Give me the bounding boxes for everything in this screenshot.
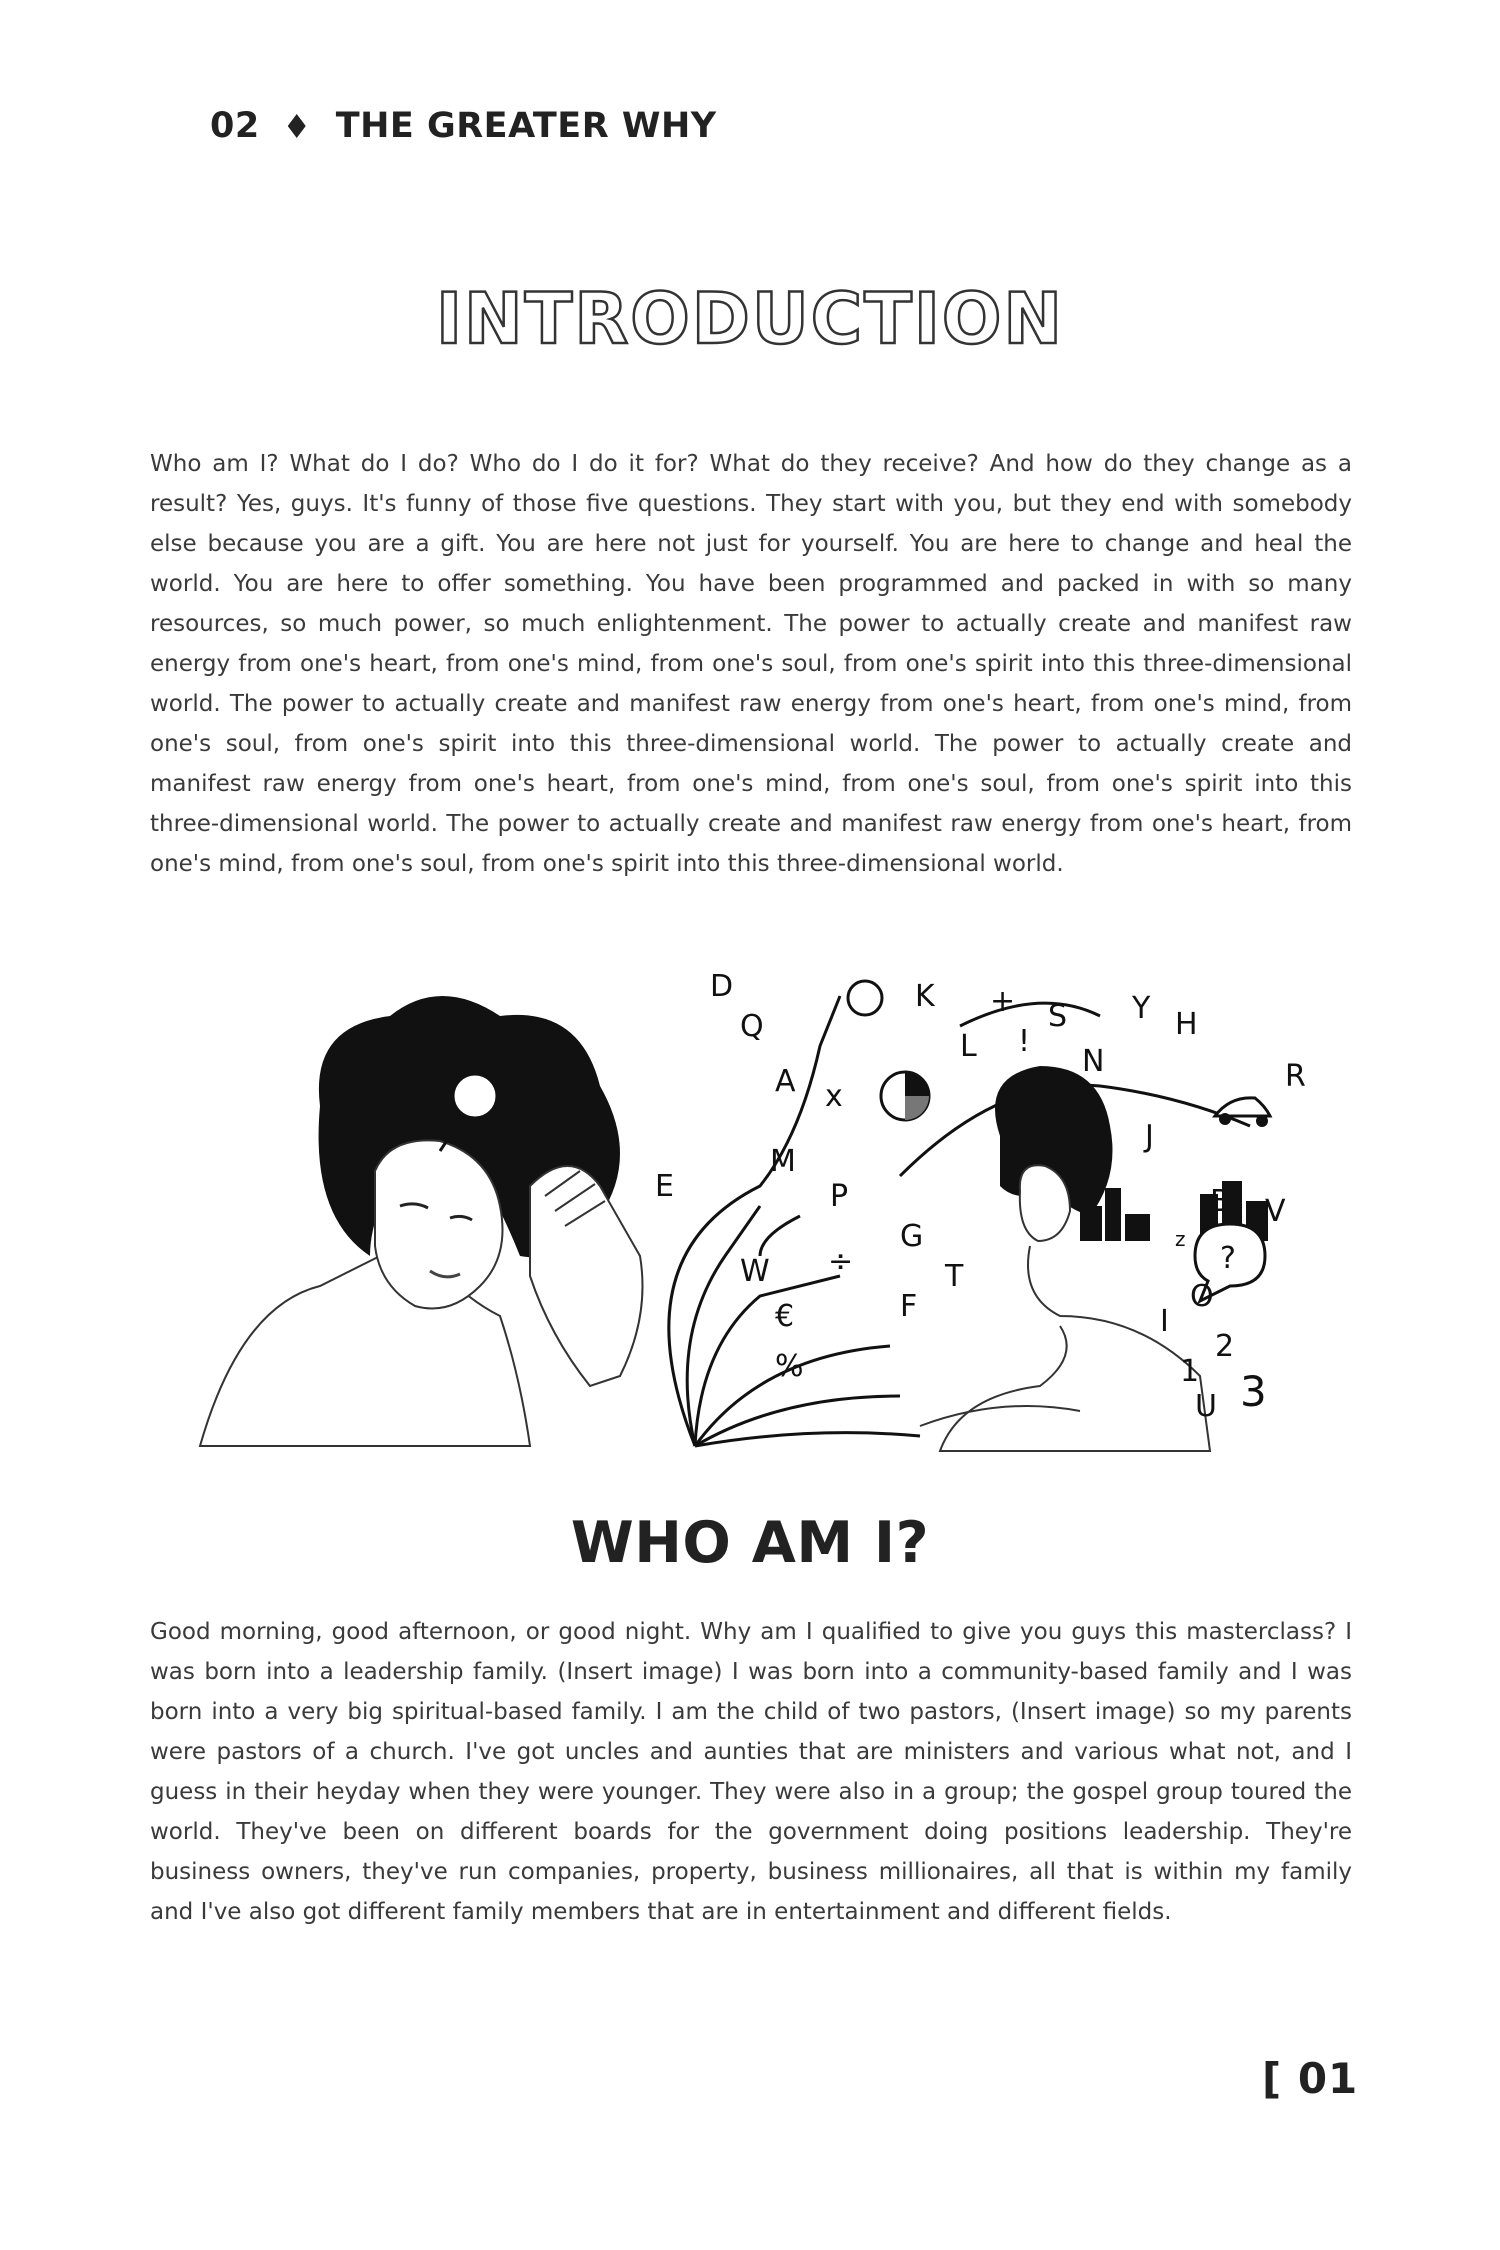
introduction-paragraph: Who am I? What do I do? Who do I do it for? What do they receive? And how do they change as a result? Yes, guys. It's funny of those five questions. They start with you, but they end with somebody else because you are a gift. You are here not just for yourself. You are here to change and heal the world. You are here to offer something. You have been programmed and packed in with so many resources, so much power, so much enlightenment. The power to actually create and manifest raw energy from one's heart, from one's mind, from one's soul, from one's spirit into this three-dimensional world. The power to actually create and manifest raw energy from one's heart, from one's mind, from one's soul, from one's spirit into this three-dimensional world. The power to actually create and manifest raw energy from one's heart, from one's mind, from one's soul, from one's spirit into this three-dimensional world. The power to actually create and manifest raw energy from one's heart, from one's mind, from one's soul, from one's spirit into this three-dimensional world.: [150, 451, 1352, 877]
letter: H: [1175, 1007, 1198, 1042]
letter: V: [1265, 1194, 1286, 1229]
letter: D: [710, 969, 734, 1004]
letter: x: [825, 1079, 843, 1114]
letter: E: [655, 1169, 674, 1204]
letter: R: [1285, 1059, 1306, 1094]
letter: O: [1190, 1279, 1214, 1314]
who-am-i-heading: WHO AM I?: [570, 1510, 930, 1576]
letter: S: [1048, 999, 1068, 1034]
letter: C: [1080, 1089, 1101, 1124]
chapter-number: 02: [210, 106, 260, 146]
letter: T: [945, 1259, 964, 1294]
letter: G: [900, 1219, 924, 1254]
letter: L: [960, 1029, 977, 1064]
letter: Y: [1132, 991, 1151, 1026]
letter: K: [915, 979, 935, 1014]
who-am-i-paragraph: Good morning, good afternoon, or good night. Why am I qualified to give you guys this masterclass? I was born into a leadership family. (Insert image) I was born into a community-based family and I was born into a very big spiritual-based family. I am the child of two pastors, (Insert image) so my parents were pastors of a church. I've got uncles and aunties that are ministers and various what not, and I guess in their heyday when they were younger. They were also in a group; the gospel group toured the world. They've been on different boards for the government doing positions leadership. They're business owners, they've run companies, property, business millionaires, all that is within my family and I've also got different family members that are in entertainment and different fields.: [150, 1619, 1352, 1925]
letter: B: [1210, 1184, 1231, 1219]
letter: Q: [740, 1009, 764, 1044]
letter: M: [770, 1144, 796, 1179]
letter: I: [1160, 1304, 1169, 1339]
letter: P: [830, 1179, 849, 1214]
letter: W: [740, 1254, 770, 1289]
introduction-title: INTRODUCTION: [436, 278, 1064, 360]
letter: €: [775, 1299, 795, 1334]
letter: J: [1145, 1119, 1154, 1154]
pie-chart-icon: [881, 1072, 929, 1120]
letter: %: [775, 1349, 804, 1384]
letter: 2: [1215, 1329, 1235, 1364]
letter: +: [990, 984, 1016, 1019]
page-number: [ 01: [1262, 2054, 1359, 2103]
letter: z: [1175, 1227, 1186, 1251]
illustration: [200, 956, 1306, 1456]
letter: !: [1018, 1024, 1031, 1059]
diamond-icon: [288, 114, 306, 138]
letter: N: [1082, 1044, 1105, 1079]
letter: A: [775, 1064, 796, 1099]
chapter-header: [210, 106, 717, 146]
letter: ÷: [828, 1244, 854, 1279]
letter: F: [900, 1289, 918, 1324]
circle-icon: [848, 981, 882, 1015]
letter: U: [1195, 1389, 1217, 1424]
letter: ?: [1220, 1241, 1236, 1276]
letter: 3: [1240, 1367, 1267, 1416]
letter: 1: [1180, 1354, 1200, 1389]
praying-woman-illustration: [200, 996, 643, 1446]
chapter-title: THE GREATER WHY: [335, 106, 717, 146]
